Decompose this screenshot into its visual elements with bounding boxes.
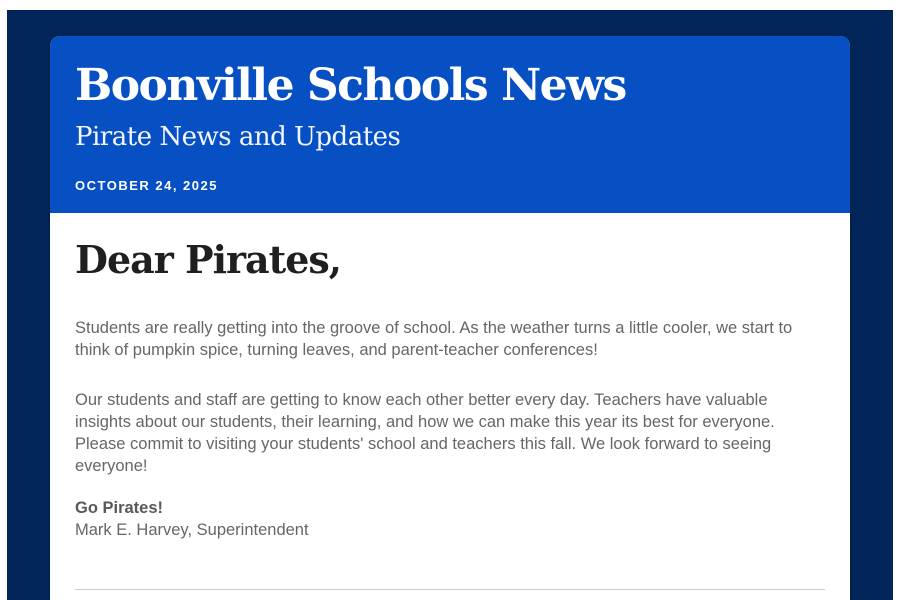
newsletter-date: OCTOBER 24, 2025: [75, 178, 218, 193]
signature-block: [75, 497, 825, 541]
signoff-text: Go Pirates!: [75, 499, 164, 517]
newsletter-header: [50, 36, 850, 213]
body-paragraph-2: Our students and staff are getting to know each other better every day. Teachers have valuable insights about our students, their learning, and how we can make this year its best for everyone. Please commit to visiting your students' school and teachers this fall. We look forward to seeing everyone!: [75, 391, 775, 475]
body-paragraph-1: Students are really getting into the groove of school. As the weather turns a little cooler, we start to think of pumpkin spice, turning leaves, and parent-teacher conferences!: [75, 319, 793, 359]
newsletter-body: [50, 213, 850, 590]
section-divider: [75, 589, 825, 590]
newsletter-card: [50, 36, 850, 600]
greeting-heading: Dear Pirates,: [75, 237, 342, 282]
signature-text: Mark E. Harvey, Superintendent: [75, 521, 309, 539]
newsletter-title: Boonville Schools News: [75, 60, 626, 111]
newsletter-subtitle: Pirate News and Updates: [75, 122, 401, 152]
